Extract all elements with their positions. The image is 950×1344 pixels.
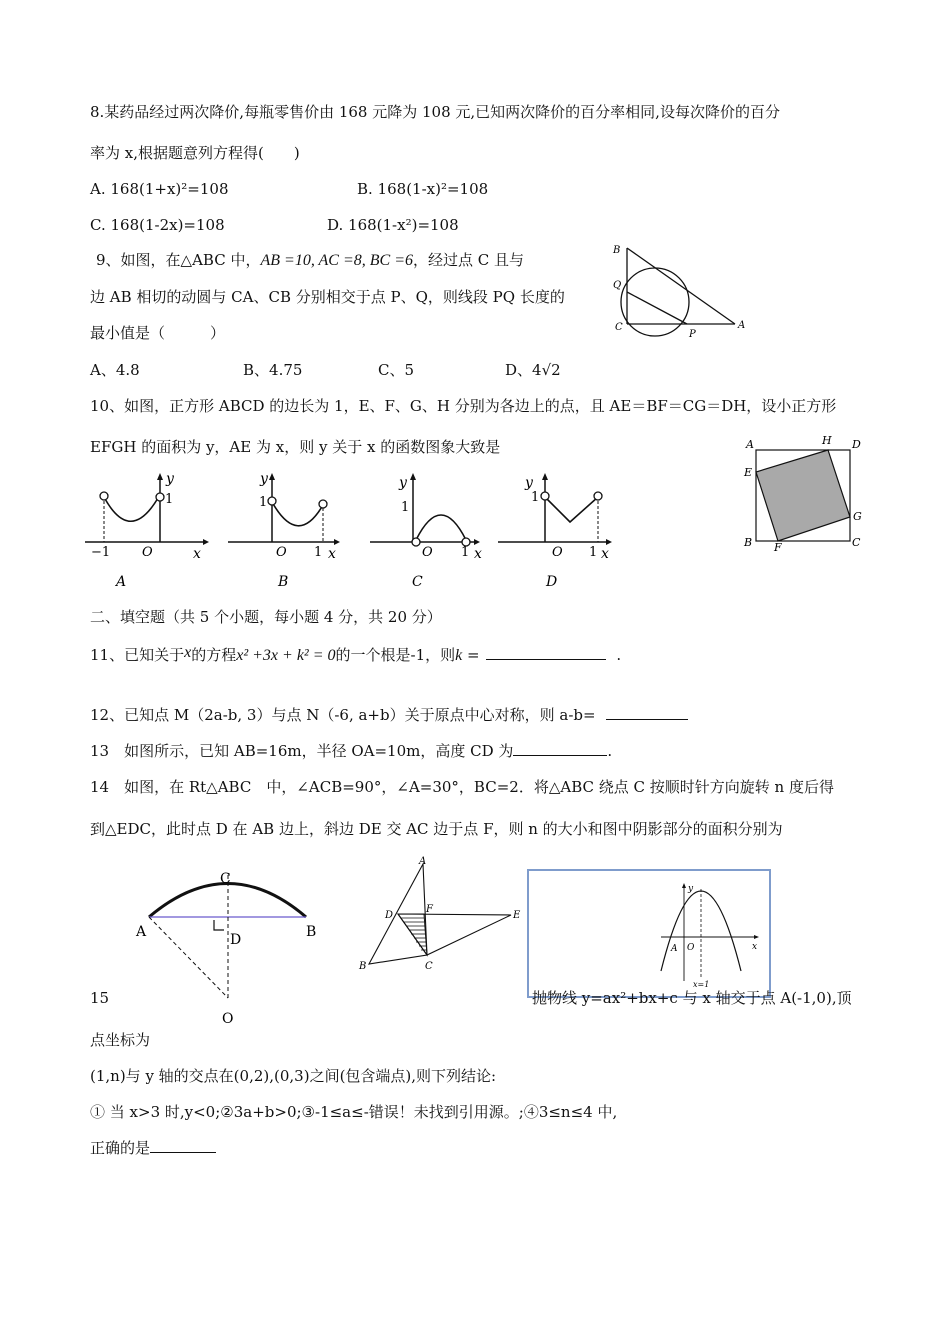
q11-equals: = [462, 646, 485, 664]
q10-graph-c [370, 470, 500, 595]
fig13-label-a: A [136, 924, 147, 940]
q8-option-d: D. 168(1-x²)=108 [327, 216, 459, 234]
q8-line2: 率为 x,根据题意列方程得( ) [90, 144, 300, 162]
q10-b-o: O [276, 545, 287, 560]
q10-d-x1: 1 [589, 545, 598, 560]
q10-b-y: y [260, 471, 268, 487]
fig15-label-axis: x=1 [693, 980, 710, 989]
q9-option-b: B、4.75 [243, 361, 303, 379]
q9-line3: 最小值是（ ） [90, 324, 226, 342]
q15-answer-prompt: 正确的是 [90, 1139, 151, 1157]
q12-answer-blank[interactable] [606, 705, 688, 720]
sq-label-a: A [746, 438, 754, 451]
fig13-label-d: D [230, 932, 242, 948]
q15-number: 15 [90, 989, 110, 1007]
q14-line2: 到△EDC，此时点 D 在 AB 边上，斜边 DE 交 AC 边于点 F，则 n 的大小和图中阴影部分的面积分别为 [90, 820, 783, 838]
q10-graph-a [85, 470, 215, 595]
fig15-label-y: y [688, 884, 694, 894]
sq-label-f: F [774, 541, 782, 554]
sq-label-d: D [852, 438, 861, 451]
sq-label-c: C [852, 536, 861, 549]
q10-c-one: 1 [401, 500, 410, 515]
q11-post: 的一个根是-1，则 [335, 646, 456, 664]
q9-label-p: P [689, 329, 696, 340]
q10-b-label: B [278, 574, 289, 590]
q10-c-y: y [399, 475, 407, 491]
q8-option-c: C. 168(1-2x)=108 [90, 216, 225, 234]
q10-graph-b [228, 470, 358, 595]
q11-answer-blank[interactable] [486, 645, 606, 660]
q10-d-y: y [525, 475, 533, 491]
q9-line1-end: ，经过点 C 且与 [413, 251, 525, 269]
q11-pre: 11、已知关于 [90, 646, 185, 664]
q15-answer-blank[interactable] [150, 1138, 216, 1153]
fig14-label-a: A [419, 856, 427, 867]
q9-line1-start: 9、如图，在△ABC 中， [96, 251, 261, 269]
q9-line1 [96, 250, 524, 271]
fig13-label-b: B [306, 924, 317, 940]
q11-line: 11、已知关于x的方程x² +3x + k² = 0的一个根是-1，则k = . [90, 644, 622, 664]
fig15-label-a: A [671, 944, 678, 954]
q9-figure [605, 240, 755, 340]
q10-a-label: A [116, 574, 127, 590]
q9-line2: 边 AB 相切的动圆与 CA、CB 分别相交于点 P、Q，则线段 PQ 长度的 [90, 288, 565, 306]
q11-mid: 的方程 [191, 646, 237, 664]
q9-label-b: B [613, 245, 621, 256]
q10-line2: EFGH 的面积为 y，AE 为 x，则 y 关于 x 的函数图象大致是 [90, 438, 501, 456]
q10-d-x: x [601, 546, 609, 562]
fig14-label-f: F [426, 904, 433, 915]
fig15-label-x: x [752, 942, 758, 952]
q8-option-b: B. 168(1-x)²=108 [357, 180, 489, 198]
q12-line [90, 705, 688, 725]
q10-c-x1: 1 [461, 545, 470, 560]
sq-label-b: B [744, 536, 753, 549]
fig14-label-c: C [425, 961, 433, 972]
q9-label-a: A [738, 320, 746, 331]
fig15-parabola-figure [529, 871, 769, 996]
q10-d-one: 1 [531, 490, 540, 505]
q10-c-o: O [422, 545, 433, 560]
q10-b-x1: 1 [314, 545, 323, 560]
fig14-label-e: E [513, 910, 521, 921]
q9-label-q: Q [613, 280, 622, 291]
sq-label-e: E [744, 466, 753, 479]
q9-side-lengths: AB =10, AC =8, BC =6 [260, 252, 414, 269]
q13-text: 13 如图所示，已知 AB=16m，半径 OA=10m，高度 CD 为 [90, 742, 514, 760]
q11-equation: x² +3x + k² = 0 [236, 647, 336, 664]
q10-a-o: O [142, 545, 153, 560]
fig13-label-o: O [222, 1011, 234, 1027]
q10-graph-d [498, 470, 628, 595]
fig14-triangle-figure [355, 852, 525, 977]
fig13-label-c: C [220, 871, 231, 887]
q10-d-label: D [546, 574, 558, 590]
q8-option-a: A. 168(1+x)²=108 [90, 180, 229, 198]
q14-line1: 14 如图，在 Rt△ABC 中，∠ACB=90°，∠A=30°，BC=2．将△ABC 绕点 C 按顺时针方向旋转 n 度后得 [90, 778, 834, 796]
q10-a-one: 1 [165, 492, 174, 507]
q13-answer-blank[interactable] [513, 741, 607, 756]
q10-a-x: x [193, 546, 201, 562]
q9-label-c: C [615, 322, 623, 333]
fig14-label-d: D [385, 910, 394, 921]
q10-a-neg1: −1 [91, 545, 111, 560]
q10-c-x: x [474, 546, 482, 562]
fig13-arc-figure [130, 860, 330, 1030]
q13-line [90, 741, 612, 761]
q8-line1: 8.某药品经过两次降价,每瓶零售价由 168 元降为 108 元,已知两次降价的百分率相同,设每次降价的百分 [90, 103, 780, 121]
q10-b-x: x [328, 546, 336, 562]
q10-a-y: y [166, 471, 174, 487]
fig15-frame [527, 869, 771, 998]
q9-option-a: A、4.8 [90, 361, 140, 379]
q10-square-figure [740, 432, 870, 552]
q15-line1-right: 抛物线 y=ax²+bx+c 与 x 轴交于点 A(-1,0),顶 [532, 989, 852, 1007]
q10-d-o: O [552, 545, 563, 560]
fig14-label-b: B [359, 961, 367, 972]
q11-x: x [184, 644, 192, 661]
sq-label-g: G [853, 510, 862, 523]
q15-line2: 点坐标为 [90, 1031, 151, 1049]
fig15-label-o: O [687, 943, 695, 953]
q15-line4: ① 当 x>3 时,y<0;②3a+b>0;③-1≤a≤-错误！未找到引用源。;④3≤n≤4 中, [90, 1103, 618, 1121]
q12-text: 12、已知点 M（2a-b, 3）与点 N（-6, a+b）关于原点中心对称，则 a-b= [90, 706, 596, 724]
q10-b-one: 1 [259, 495, 268, 510]
q10-c-label: C [412, 574, 423, 590]
q15-line5 [90, 1138, 216, 1158]
section-2-heading: 二、填空题（共 5 个小题，每小题 4 分，共 20 分） [90, 608, 442, 626]
q10-line1: 10、如图，正方形 ABCD 的边长为 1，E、F、G、H 分别为各边上的点，且 AE＝BF＝CG＝DH，设小正方形 [90, 397, 837, 415]
q9-option-d: D、4√2 [505, 361, 561, 379]
sq-label-h: H [822, 434, 832, 447]
q11-k: k [455, 647, 463, 664]
q15-line3: (1,n)与 y 轴的交点在(0,2),(0,3)之间(包含端点),则下列结论: [90, 1067, 497, 1085]
q9-option-c: C、5 [378, 361, 415, 379]
q13-end: . [607, 742, 613, 760]
